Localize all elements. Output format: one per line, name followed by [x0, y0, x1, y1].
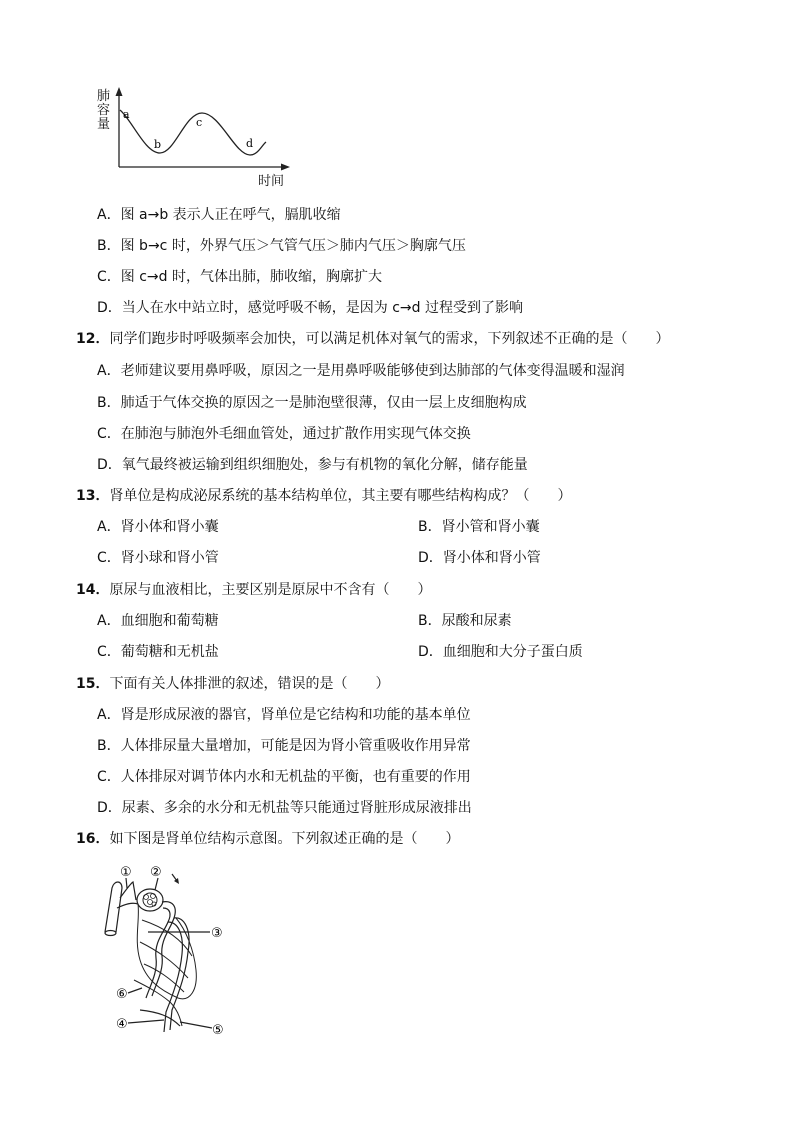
vessel-end [105, 931, 116, 936]
q16-stem [76, 829, 459, 849]
option-letter: B． [418, 519, 442, 535]
question-number: 13． [76, 488, 110, 504]
q15-option-b [97, 736, 471, 756]
q12-option-a [97, 361, 625, 381]
q14-option-b [418, 611, 512, 631]
option-letter: D． [97, 300, 122, 316]
q13-option-d [418, 548, 541, 568]
capillary-network [137, 904, 196, 999]
question-number: 12． [76, 331, 110, 347]
renal-tubule [152, 902, 175, 996]
renal-capsule [137, 889, 163, 911]
q11-option-c [97, 267, 382, 287]
option-letter: A． [97, 707, 121, 723]
option-letter: A． [97, 519, 121, 535]
option-text: 图 a→b 表示人正在呼气，膈肌收缩 [120, 207, 341, 223]
option-letter: A． [97, 363, 121, 379]
option-text: 血细胞和葡萄糖 [120, 613, 219, 629]
option-letter: A． [97, 207, 121, 223]
q13-stem [76, 486, 571, 506]
question-text: 肾单位是构成泌尿系统的基本结构单位，其主要有哪些结构构成？（ ） [109, 488, 572, 504]
q13-option-b [418, 517, 540, 537]
option-text: 人体排尿对调节体内水和无机盐的平衡，也有重要的作用 [120, 769, 471, 785]
question-text: 原尿与血液相比，主要区别是原尿中不含有（ ） [109, 582, 432, 598]
option-letter: A． [97, 613, 121, 629]
option-text: 血细胞和大分子蛋白质 [442, 644, 583, 660]
option-letter: C． [97, 644, 121, 660]
option-text: 在肺泡与肺泡外毛细血管处，通过扩散作用实现气体交换 [120, 426, 471, 442]
q15-stem [76, 674, 389, 694]
nephron-diagram [100, 860, 235, 1040]
option-letter: D． [97, 800, 122, 816]
lung-volume-curve [120, 110, 266, 155]
q14-option-d [418, 642, 583, 662]
option-text: 葡萄糖和无机盐 [120, 644, 219, 660]
question-number: 16． [76, 831, 110, 847]
collecting-duct [140, 1010, 180, 1026]
q12-stem [76, 329, 669, 349]
option-letter: C． [97, 269, 121, 285]
option-letter: D． [418, 644, 443, 660]
point-label-b: b [154, 138, 162, 151]
point-label-c: c [196, 116, 203, 129]
label-4: ④ [116, 1017, 128, 1032]
y-axis-label: 肺容量 [97, 89, 111, 132]
option-text: 尿酸和尿素 [441, 613, 512, 629]
q11-option-b [97, 236, 466, 256]
point-label-d: d [246, 137, 254, 150]
q13-option-c [97, 548, 219, 568]
q11-option-a [97, 205, 341, 225]
q15-option-d [97, 798, 472, 818]
question-number: 15． [76, 676, 110, 692]
option-letter: D． [418, 550, 443, 566]
option-letter: D． [97, 457, 122, 473]
q14-option-a [97, 611, 219, 631]
option-letter: B． [97, 738, 121, 754]
option-text: 人体排尿量大量增加，可能是因为肾小管重吸收作用异常 [120, 738, 471, 754]
option-letter: B． [418, 613, 442, 629]
q14-stem [76, 580, 431, 600]
question-number: 14． [76, 582, 110, 598]
x-axis-arrow [281, 164, 290, 171]
question-text: 同学们跑步时呼吸频率会加快，可以满足机体对氧气的需求，下列叙述不正确的是（ ） [109, 331, 670, 347]
q11-option-d [97, 298, 523, 318]
q15-option-c [97, 767, 471, 787]
option-letter: B． [97, 238, 121, 254]
q14-option-c [97, 642, 219, 662]
option-letter: C． [97, 769, 121, 785]
q12-option-b [97, 393, 527, 413]
label-2: ② [150, 865, 162, 880]
point-label-a: a [123, 108, 130, 121]
label-5: ⑤ [212, 1023, 224, 1038]
option-text: 尿素、多余的水分和无机盐等只能通过肾脏形成尿液排出 [121, 800, 472, 816]
option-letter: B． [97, 395, 121, 411]
x-axis-label: 时间 [258, 174, 285, 189]
option-text: 氧气最终被运输到组织细胞处，参与有机物的氧化分解，储存能量 [121, 457, 528, 473]
option-text: 图 c→d 时，气体出肺，肺收缩，胸廓扩大 [120, 269, 382, 285]
q13-option-a [97, 517, 219, 537]
label-3: ③ [211, 926, 223, 941]
option-text: 图 b→c 时，外界气压＞气管气压＞肺内气压＞胸廓气压 [120, 238, 466, 254]
q12-option-d [97, 455, 528, 475]
option-letter: C． [97, 550, 121, 566]
question-text: 下面有关人体排泄的叙述，错误的是（ ） [109, 676, 390, 692]
option-text: 肾小体和肾小囊 [120, 519, 219, 535]
option-text: 肾小管和肾小囊 [441, 519, 540, 535]
option-text: 肺适于气体交换的原因之一是肺泡壁很薄，仅由一层上皮细胞构成 [120, 395, 527, 411]
option-text: 肾小体和肾小管 [442, 550, 541, 566]
afferent-arteriole [120, 882, 136, 900]
option-text: 老师建议要用鼻呼吸，原因之一是用鼻呼吸能够使到达肺部的气体变得温暖和湿润 [120, 363, 625, 379]
label-6: ⑥ [116, 987, 128, 1002]
y-axis-arrow [116, 87, 123, 96]
option-text: 肾是形成尿液的器官，肾单位是它结构和功能的基本单位 [120, 707, 471, 723]
option-letter: C． [97, 426, 121, 442]
q12-option-c [97, 424, 471, 444]
question-text: 如下图是肾单位结构示意图。下列叙述正确的是（ ） [109, 831, 460, 847]
option-text: 肾小球和肾小管 [120, 550, 219, 566]
label-1: ① [120, 865, 132, 880]
option-text: 当人在水中站立时，感觉呼吸不畅，是因为 c→d 过程受到了影响 [121, 300, 523, 316]
q15-option-a [97, 705, 471, 725]
